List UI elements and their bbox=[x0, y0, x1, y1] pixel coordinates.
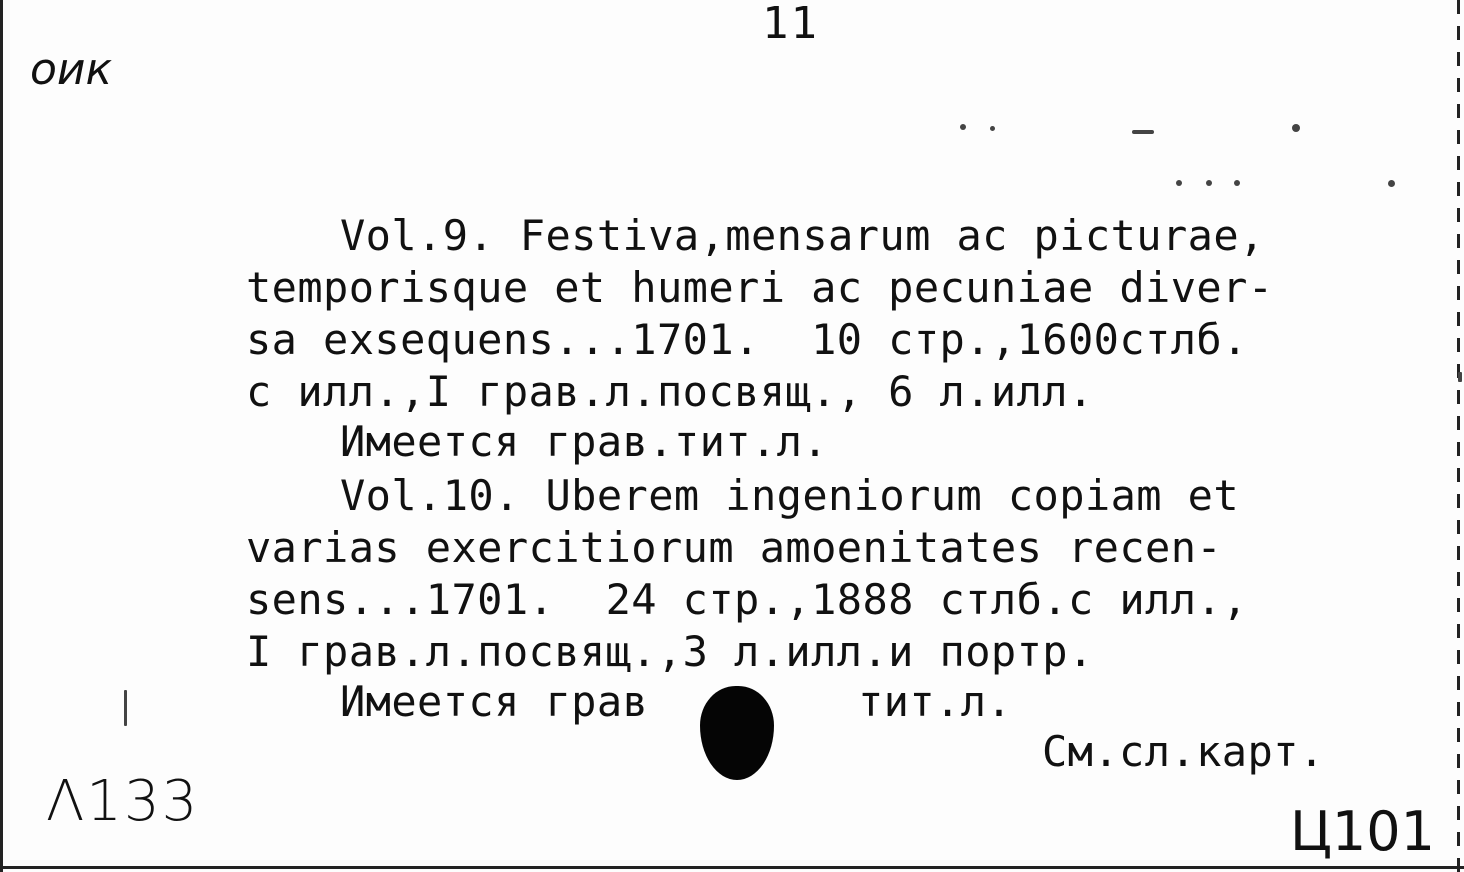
text-line: тит.л. bbox=[858, 677, 1013, 726]
text-line: varias exercitiorum amoenitates recen- bbox=[246, 523, 1223, 572]
text-line: Vol.10. Uberem ingeniorum copiam et bbox=[340, 471, 1240, 520]
text-line: temporisque et humeri ac pecuniae diver- bbox=[246, 263, 1274, 312]
scan-speck bbox=[124, 690, 127, 726]
cross-reference: См.сл.карт. bbox=[1042, 727, 1325, 776]
text-line: Vol.9. Festiva,mensarum ac picturae, bbox=[340, 211, 1265, 260]
scan-speck bbox=[1176, 180, 1182, 186]
scan-speck bbox=[960, 124, 966, 130]
card-right-edge bbox=[1457, 0, 1460, 872]
card-left-edge bbox=[0, 0, 3, 872]
scan-speck bbox=[1292, 124, 1300, 132]
text-line: sens...1701. 24 стр.,1888 стлб.с илл., bbox=[246, 575, 1248, 624]
scan-speck bbox=[1206, 180, 1212, 186]
scan-speck bbox=[1132, 130, 1154, 134]
text-line: с илл.,I грав.л.посвящ., 6 л.илл. bbox=[246, 367, 1094, 416]
card-bottom-edge bbox=[0, 866, 1464, 869]
text-line: Имеется грав bbox=[340, 677, 649, 726]
scan-speck bbox=[1234, 180, 1240, 186]
scan-speck bbox=[990, 126, 995, 131]
text-line: Имеется грав.тит.л. bbox=[340, 417, 829, 466]
card-number: 11 bbox=[762, 0, 819, 49]
scan-speck bbox=[1388, 180, 1395, 187]
handwritten-corner-note: оик bbox=[30, 44, 113, 95]
handwritten-shelf-mark: Λ133 bbox=[46, 769, 200, 834]
punch-hole bbox=[700, 686, 774, 780]
handwritten-shelf-code: Ц101 bbox=[1290, 800, 1435, 863]
scan-speck bbox=[1458, 372, 1462, 382]
text-line: sa exsequens...1701. 10 стр.,1600стлб. bbox=[246, 315, 1248, 364]
text-line: I грав.л.посвящ.,3 л.илл.и портр. bbox=[246, 627, 1094, 676]
